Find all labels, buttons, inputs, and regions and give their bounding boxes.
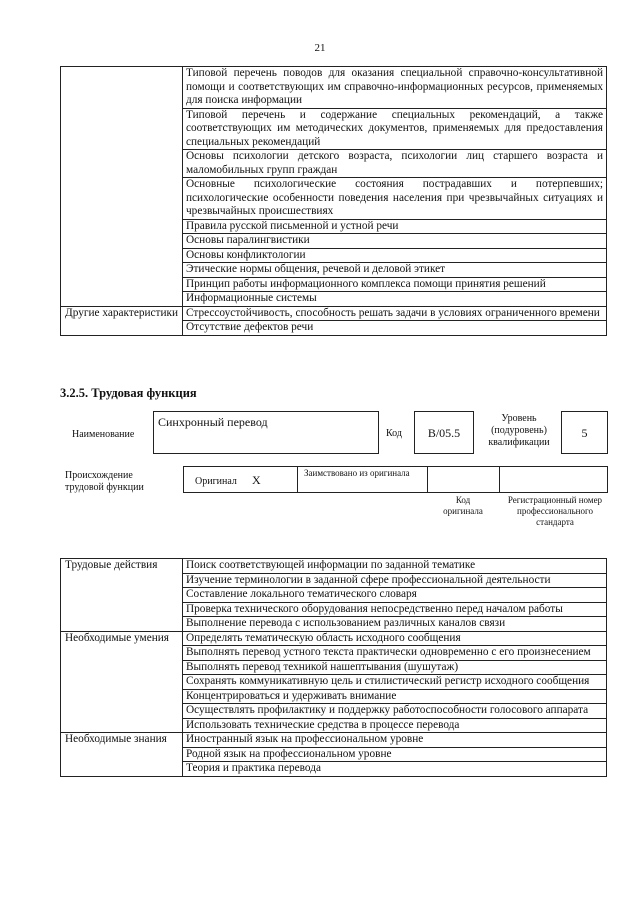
table-cell: Типовой перечень и содержание специальных рекомендаций, а также соответствующих им методических документов, применяемых для предоставления специальных рекомендаций [183,108,607,150]
page-number: 21 [314,42,326,54]
table-cell: Определять тематическую область исходного сообщения [183,631,607,646]
table-cell: Правила русской письменной и устной речи [183,219,607,234]
section-title: 3.2.5. Трудовая функция [60,386,197,400]
table-cell: Концентрироваться и удерживать внимание [183,689,607,704]
code-original-label: Код оригинала [443,495,483,516]
table-cell: Типовой перечень поводов для оказания специальной справочно-консультативной помощи и соответствующих им справочно-информационных ресурсов, применяемых для поиска информации [183,67,607,109]
row-label: Другие характеристики [61,306,183,335]
table-cell: Составление локального тематического словаря [183,588,607,603]
table-row [61,306,607,321]
function-name: Синхронный перевод [158,415,268,429]
table-cell: Сохранять коммуникативную цель и стилистический регистр исходного сообщения [183,675,607,690]
table-cell: Теория и практика перевода [183,762,607,777]
table-cell: Поиск соответствующей информации по заданной тематике [183,559,607,574]
table-cell: Изучение терминологии в заданной сфере профессиональной деятельности [183,573,607,588]
requirements-table-continued [60,66,607,336]
code-box [414,411,474,454]
table-cell: Проверка технического оборудования непосредственно перед началом работы [183,602,607,617]
code-value: B/05.5 [427,426,461,440]
level-value: 5 [581,426,588,440]
table-cell: Иностранный язык на профессиональном уровне [183,733,607,748]
table-cell: Основы психологии детского возраста, психологии лиц старшего возраста и маломобильных групп граждан [183,150,607,178]
table-cell: Родной язык на профессиональном уровне [183,747,607,762]
table-cell: Этические нормы общения, речевой и деловой этикет [183,263,607,278]
table-cell: Выполнять перевод устного текста практически одновременно с его произнесением [183,646,607,661]
table-cell: Основы паралингвистики [183,234,607,249]
table-row [61,733,607,748]
row-label: Необходимые знания [61,733,183,777]
row-label [61,67,183,307]
table-cell: Принцип работы информационного комплекса помощи принятия решений [183,277,607,292]
origin-label: Происхождение трудовой функции [65,470,144,493]
reg-number-label: Регистрационный номер профессионального стандарта [507,495,603,527]
table-cell: Использовать технические средства в процессе перевода [183,718,607,733]
level-box [561,411,608,454]
table-row [61,631,607,646]
labor-function-table [60,558,607,777]
borrowed-label: Заимствовано из оригинала [304,468,410,478]
table-cell: Выполнение перевода с использованием различных каналов связи [183,617,607,632]
table-cell: Основы конфликтологии [183,248,607,263]
table-cell: Выполнять перевод техникой нашептывания (шушутаж) [183,660,607,675]
code-label: Код [386,428,402,439]
row-label: Трудовые действия [61,559,183,632]
table-cell: Стрессоустойчивость, способность решать задачи в условиях ограниченного времени [183,306,607,321]
table-row [61,67,607,109]
table-cell: Осуществлять профилактику и поддержку работоспособности голосового аппарата [183,704,607,719]
original-label: Оригинал [195,476,237,487]
table-cell: Информационные системы [183,292,607,307]
original-checkmark: X [252,473,261,487]
table-cell: Основные психологические состояния пострадавших и потерпевших; психологические особенности поведения населения при чрезвычайных ситуациях и чрезвычайных происшествиях [183,178,607,220]
name-label: Наименование [72,429,135,440]
table-cell: Отсутствие дефектов речи [183,321,607,336]
row-label: Необходимые умения [61,631,183,733]
table-row [61,559,607,574]
function-name-box [153,411,379,454]
level-label: Уровень (подуровень) квалификации [488,413,550,448]
origin-row [183,466,608,493]
